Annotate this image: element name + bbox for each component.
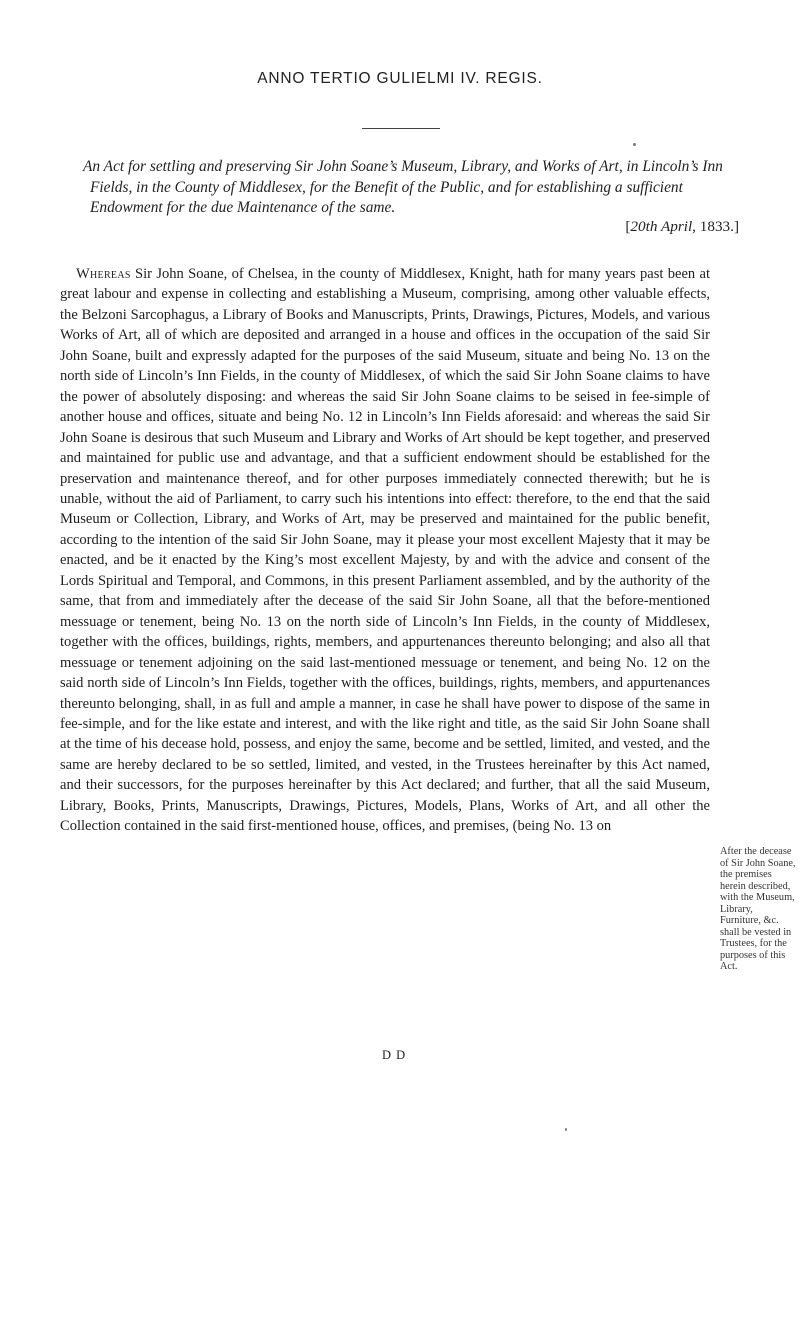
act-title: An Act for settling and preserving Sir John Soane’s Museum, Library, and Works of Art, in Lincoln’s Inn Fields, in the County of Middlesex, for the Benefit of the Public, and for establishing a sufficient Endowment for the due Maintenance of the same. <box>83 158 723 216</box>
date-open-bracket: [ <box>625 218 631 235</box>
marginal-note: After the decease of Sir John Soane, the premises herein described, with the Museum, Library, Furniture, &c. shall be vested in Trustees, for the purposes of this Act. <box>720 846 796 972</box>
header-rule <box>362 128 440 129</box>
date-day-month: 20th April, <box>630 218 696 235</box>
running-header: ANNO TERTIO GULIELMI IV. REGIS. <box>257 70 543 87</box>
paper-speck <box>633 143 636 146</box>
body-paragraph <box>60 264 710 837</box>
opening-word: Whereas <box>76 266 131 282</box>
body-text: Sir John Soane, of Chelsea, in the county of Middlesex, Knight, hath for many years past been at great labour and expense in collecting and establishing a Museum, comprising, among other valuable effects, the Belzoni Sarcophagus, a Library of Books and Manuscripts, Prints, Drawings, Pictures, Models, and various Works of Art, all of which are deposited and arranged in a house and offices in the occupation of the said Sir John Soane, built and expressly adapted for the purposes of the said Museum, situate and being No. 13 on the north side of Lincoln’s Inn Fields, in the county of Middlesex, of which the said Sir John Soane claims to have the power of absolutely disposing: and whereas the said Sir John Soane claims to be seised in fee-simple of another house and offices, situate and being No. 12 in Lincoln’s Inn Fields aforesaid: and whereas the said Sir John Soane is desirous that such Museum and Library and Works of Art should be kept together, and preserved and maintained for public use and advantage, and that a sufficient endowment should be established for the preservation and maintenance thereof, and for other purposes immediately connected therewith; but he is unable, without the aid of Parliament, to carry such his intentions into effect: therefore, to the end that the said Museum or Collection, Library, and Works of Art, may be preserved and maintained for the public benefit, according to the intention of the said Sir John Soane, may it please your most excellent Majesty that it may be enacted, and be it enacted by the King’s most excellent Majesty, by and with the advice and consent of the Lords Spiritual and Temporal, and Commons, in this present Parliament assembled, and by the authority of the same, that from and immediately after the decease of the said Sir John Soane, all that the before-mentioned messuage or tenement, being No. 13 on the north side of Lincoln’s Inn Fields, in the county of Middlesex, together with the offices, buildings, rights, members, and appurtenances thereunto belonging; and also all that messuage or tenement adjoining on the said last-mentioned messuage or tenement, and being No. 12 on the said north side of Lincoln’s Inn Fields, together with the offices, buildings, rights, members, and appurtenances thereunto belonging, shall, in as full and ample a manner, in case he shall have power to dispose of the same in fee-simple, and for the like estate and interest, and with the like right and title, as the said Sir John Soane shall at the time of his decease hold, possess, and enjoy the same, become and be settled, limited, and vested, and the same are hereby declared to be so settled, limited, and vested, in the Trustees hereinafter by this Act named, and their successors, for the purposes hereinafter by this Act declared; and further, that all the said Museum, Library, Books, Prints, Manuscripts, Drawings, Pictures, Models, Plans, Works of Art, and all other the Collection contained in the said first-mentioned house, offices, and premises, (being No. 13 on <box>60 266 710 835</box>
paper-speck <box>565 1128 567 1131</box>
date-year: 1833.] <box>695 218 739 235</box>
act-date <box>625 218 739 236</box>
signature-mark: D D <box>382 1048 407 1062</box>
